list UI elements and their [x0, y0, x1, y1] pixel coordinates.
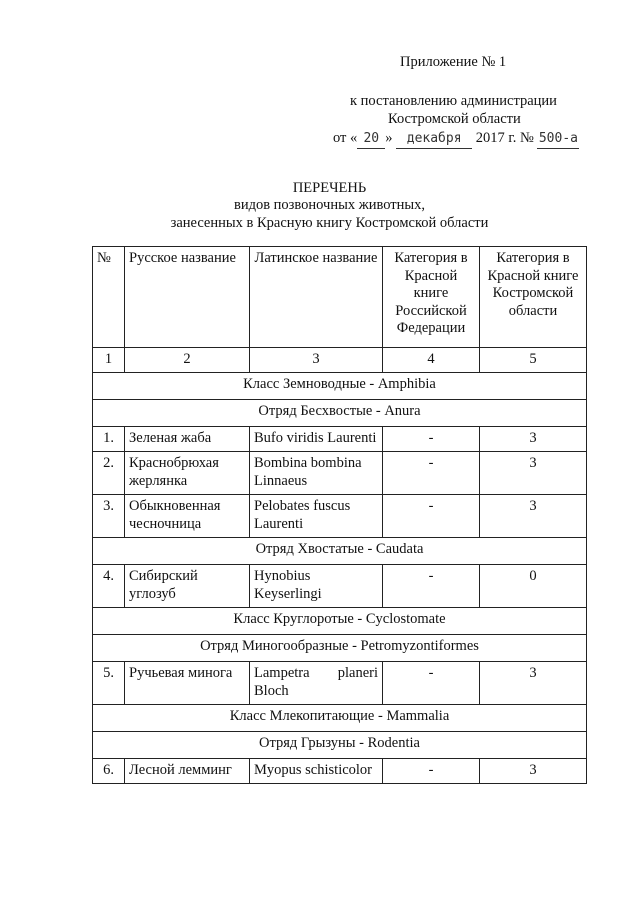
- resolution-number: 500-а: [537, 130, 579, 149]
- rf-category: -: [383, 427, 480, 452]
- date-day: 20: [357, 130, 385, 149]
- table-row: [93, 662, 587, 705]
- column-index: 5: [480, 348, 587, 373]
- rf-category: -: [383, 662, 480, 705]
- order-row: [93, 635, 587, 662]
- class-row: [93, 373, 587, 400]
- col-header-number: №: [93, 247, 125, 348]
- latin-name: Bombina bombina Linnaeus: [250, 452, 383, 495]
- latin-name-line: [254, 665, 378, 683]
- column-index: 4: [383, 348, 480, 373]
- region-category: 3: [480, 495, 587, 538]
- rf-category: -: [383, 759, 480, 784]
- species-table: [92, 246, 587, 784]
- document-subtitle-2: занесенных в Красную книгу Костромской области: [170, 215, 489, 231]
- col-header-region-category: Категория в Красной книге Костромской области: [480, 247, 587, 348]
- order-label: Отряд Грызуны - Rodentia: [93, 732, 587, 759]
- document-title: ПЕРЕЧЕНЬ: [292, 180, 367, 196]
- class-label: Класс Земноводные - Amphibia: [93, 373, 587, 400]
- table-header-row: [93, 247, 587, 348]
- region-category: 3: [480, 662, 587, 705]
- rf-category: -: [383, 565, 480, 608]
- col-header-latin-name: Латинское название: [250, 247, 383, 348]
- latin-name: Pelobates fuscus Laurenti: [250, 495, 383, 538]
- table-row: [93, 427, 587, 452]
- region-line: Костромской области: [388, 111, 521, 127]
- table-row: [93, 565, 587, 608]
- resolution-line: к постановлению администрации: [350, 93, 557, 109]
- resolution-date-number: [333, 129, 579, 149]
- region-category: 3: [480, 759, 587, 784]
- latin-name: Bufo viridis Laurenti: [250, 427, 383, 452]
- table-row: [93, 759, 587, 784]
- date-month: декабря: [396, 130, 472, 149]
- column-index: 1: [93, 348, 125, 373]
- latin-name: [250, 662, 383, 705]
- row-number: 5.: [93, 662, 125, 705]
- class-label: Класс Млекопитающие - Mammalia: [93, 705, 587, 732]
- column-index: 2: [125, 348, 250, 373]
- col-header-rf-category: Категория в Красной книге Российской Федерации: [383, 247, 480, 348]
- order-row: [93, 732, 587, 759]
- table-row: [93, 495, 587, 538]
- region-category: 3: [480, 452, 587, 495]
- latin-species: planeri: [337, 665, 378, 681]
- russian-name: Ручьевая минога: [125, 662, 250, 705]
- date-year: 2017 г. №: [475, 130, 534, 146]
- rf-category: -: [383, 495, 480, 538]
- col-header-russian-name: Русское название: [125, 247, 250, 348]
- class-row: [93, 705, 587, 732]
- class-row: [93, 608, 587, 635]
- latin-name: Hynobius Keyserlingi: [250, 565, 383, 608]
- russian-name: Краснобрюхая жерлянка: [125, 452, 250, 495]
- latin-genus: Lampetra: [254, 665, 310, 681]
- order-label: Отряд Хвостатые - Caudata: [93, 538, 587, 565]
- russian-name: Лесной лемминг: [125, 759, 250, 784]
- russian-name: Зеленая жаба: [125, 427, 250, 452]
- date-close-quote: »: [385, 130, 393, 146]
- class-label: Класс Круглоротые - Cyclostomate: [93, 608, 587, 635]
- region-category: 0: [480, 565, 587, 608]
- order-row: [93, 538, 587, 565]
- row-number: 1.: [93, 427, 125, 452]
- row-number: 2.: [93, 452, 125, 495]
- row-number: 4.: [93, 565, 125, 608]
- column-index: 3: [250, 348, 383, 373]
- appendix-label: Приложение № 1: [400, 54, 507, 70]
- table-row: [93, 452, 587, 495]
- row-number: 6.: [93, 759, 125, 784]
- russian-name: Сибирский углозуб: [125, 565, 250, 608]
- column-index-row: [93, 348, 587, 373]
- order-label: Отряд Миногообразные - Petromyzontiformes: [93, 635, 587, 662]
- latin-author: Bloch: [254, 682, 289, 699]
- region-category: 3: [480, 427, 587, 452]
- russian-name: Обыкновенная чесночница: [125, 495, 250, 538]
- row-number: 3.: [93, 495, 125, 538]
- rf-category: -: [383, 452, 480, 495]
- date-prefix: от «: [333, 130, 358, 146]
- latin-name: Myopus schisticolor: [250, 759, 383, 784]
- document-subtitle-1: видов позвоночных животных,: [233, 197, 426, 213]
- order-row: [93, 400, 587, 427]
- order-label: Отряд Бесхвостые - Anura: [93, 400, 587, 427]
